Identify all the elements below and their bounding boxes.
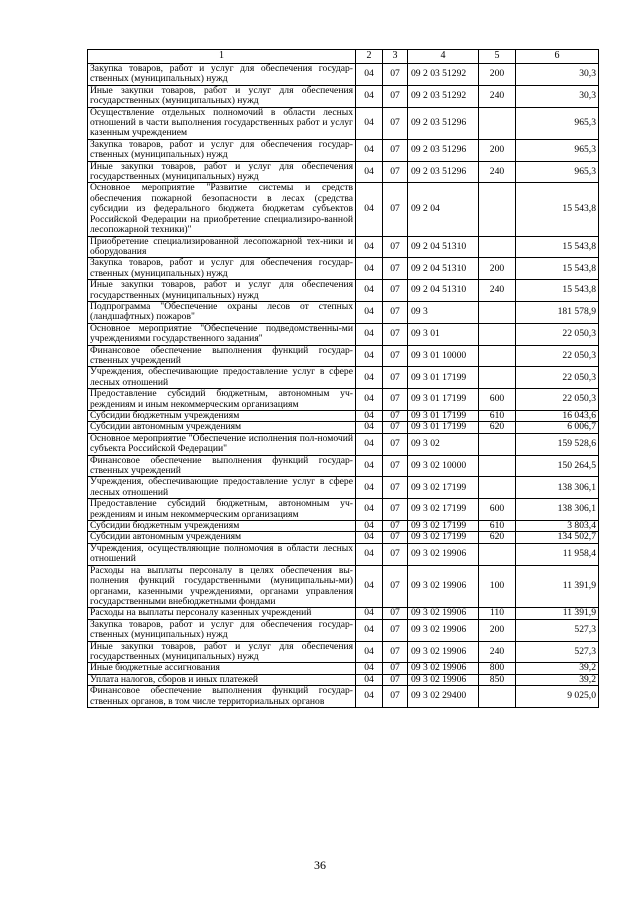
cell-name: Учреждения, обеспечивающие предоставление услуг в сфере лесных отношений	[88, 367, 356, 389]
cell-section: 04	[356, 641, 383, 663]
cell-target-code: 09 3	[408, 301, 479, 323]
cell-name: Закупка товаров, работ и услуг для обеспечения государ-ственных (муниципальных) нужд	[88, 64, 356, 86]
table-row	[88, 301, 599, 323]
cell-subsection: 07	[383, 455, 408, 477]
cell-subsection: 07	[383, 85, 408, 107]
header-cell-section: 2	[356, 50, 383, 64]
cell-target-code: 09 3 02 19906	[408, 608, 479, 619]
cell-section: 04	[356, 183, 383, 236]
cell-expense-type: 100	[479, 565, 516, 608]
table-row	[88, 236, 599, 258]
cell-section: 04	[356, 367, 383, 389]
cell-expense-type: 200	[479, 64, 516, 86]
cell-subsection: 07	[383, 389, 408, 411]
cell-amount: 965,3	[516, 161, 599, 183]
cell-name: Основное мероприятие "Развитие системы и средств обеспечения пожарной безопасности в лесах (средства субсидии из федерального бюджета бюджетам субъектов Российской Федерации на приобретение специализиро-ванной лесопожарной техники)"	[88, 183, 356, 236]
cell-amount: 39,2	[516, 663, 599, 674]
cell-name: Основное мероприятие "Обеспечение исполнения пол-номочий субъекта Российской Федерации"	[88, 433, 356, 455]
cell-amount: 965,3	[516, 139, 599, 161]
cell-subsection: 07	[383, 64, 408, 86]
cell-subsection: 07	[383, 367, 408, 389]
cell-section: 04	[356, 64, 383, 86]
cell-amount: 15 543,8	[516, 236, 599, 258]
table-row	[88, 258, 599, 280]
cell-expense-type: 850	[479, 674, 516, 685]
cell-subsection: 07	[383, 107, 408, 139]
cell-section: 04	[356, 345, 383, 367]
cell-amount: 11 391,9	[516, 608, 599, 619]
cell-name: Учреждения, обеспечивающие предоставление услуг в сфере лесных отношений	[88, 477, 356, 499]
cell-name: Субсидии автономным учреждениям	[88, 532, 356, 543]
cell-target-code: 09 3 02 19906	[408, 641, 479, 663]
cell-subsection: 07	[383, 499, 408, 521]
cell-name: Иные закупки товаров, работ и услуг для обеспечения государственных (муниципальных) нужд	[88, 641, 356, 663]
cell-amount: 11 958,4	[516, 543, 599, 565]
cell-expense-type: 600	[479, 499, 516, 521]
table-row	[88, 565, 599, 608]
table-row	[88, 85, 599, 107]
table-row	[88, 422, 599, 433]
cell-amount: 138 306,1	[516, 499, 599, 521]
cell-target-code: 09 3 01 17199	[408, 411, 479, 422]
table-row	[88, 433, 599, 455]
budget-table	[87, 49, 599, 708]
cell-subsection: 07	[383, 674, 408, 685]
cell-amount: 150 264,5	[516, 455, 599, 477]
cell-section: 04	[356, 608, 383, 619]
cell-subsection: 07	[383, 323, 408, 345]
cell-subsection: 07	[383, 422, 408, 433]
cell-expense-type: 800	[479, 663, 516, 674]
cell-expense-type: 240	[479, 280, 516, 302]
cell-expense-type	[479, 301, 516, 323]
table-row	[88, 641, 599, 663]
cell-subsection: 07	[383, 236, 408, 258]
cell-subsection: 07	[383, 663, 408, 674]
cell-name: Закупка товаров, работ и услуг для обеспечения государ-ственных (муниципальных) нужд	[88, 139, 356, 161]
header-cell-target-code: 4	[408, 50, 479, 64]
cell-amount: 3 803,4	[516, 521, 599, 532]
cell-target-code: 09 3 02 17199	[408, 532, 479, 543]
cell-target-code: 09 3 02 19906	[408, 565, 479, 608]
cell-subsection: 07	[383, 543, 408, 565]
cell-amount: 39,2	[516, 674, 599, 685]
table-row	[88, 499, 599, 521]
cell-section: 04	[356, 565, 383, 608]
cell-amount: 181 578,9	[516, 301, 599, 323]
cell-name: Расходы на выплаты персоналу казенных учреждений	[88, 608, 356, 619]
header-cell-expense-type: 5	[479, 50, 516, 64]
cell-name: Иные бюджетные ассигнования	[88, 663, 356, 674]
cell-target-code: 09 2 04 51310	[408, 280, 479, 302]
cell-expense-type	[479, 236, 516, 258]
table-row	[88, 532, 599, 543]
cell-expense-type	[479, 367, 516, 389]
cell-section: 04	[356, 107, 383, 139]
cell-amount: 527,3	[516, 641, 599, 663]
cell-section: 04	[356, 280, 383, 302]
cell-section: 04	[356, 455, 383, 477]
cell-name: Уплата налогов, сборов и иных платежей	[88, 674, 356, 685]
cell-subsection: 07	[383, 301, 408, 323]
table-row	[88, 674, 599, 685]
cell-expense-type	[479, 323, 516, 345]
cell-amount: 527,3	[516, 619, 599, 641]
cell-name: Финансовое обеспечение выполнения функций государ-ственных учреждений	[88, 455, 356, 477]
cell-name: Иные закупки товаров, работ и услуг для обеспечения государственных (муниципальных) нужд	[88, 161, 356, 183]
cell-subsection: 07	[383, 608, 408, 619]
table-row	[88, 389, 599, 411]
cell-section: 04	[356, 323, 383, 345]
cell-amount: 16 043,6	[516, 411, 599, 422]
cell-expense-type	[479, 543, 516, 565]
cell-amount: 22 050,3	[516, 367, 599, 389]
cell-section: 04	[356, 139, 383, 161]
cell-subsection: 07	[383, 619, 408, 641]
cell-expense-type	[479, 433, 516, 455]
cell-subsection: 07	[383, 183, 408, 236]
cell-subsection: 07	[383, 565, 408, 608]
cell-expense-type: 610	[479, 411, 516, 422]
cell-section: 04	[356, 532, 383, 543]
cell-name: Закупка товаров, работ и услуг для обеспечения государ-ственных (муниципальных) нужд	[88, 258, 356, 280]
cell-section: 04	[356, 389, 383, 411]
cell-target-code: 09 2 03 51292	[408, 85, 479, 107]
cell-section: 04	[356, 543, 383, 565]
cell-name: Субсидии бюджетным учреждениям	[88, 521, 356, 532]
cell-amount: 30,3	[516, 64, 599, 86]
cell-expense-type	[479, 107, 516, 139]
cell-expense-type: 240	[479, 85, 516, 107]
cell-amount: 159 528,6	[516, 433, 599, 455]
cell-target-code: 09 3 02 10000	[408, 455, 479, 477]
cell-amount: 22 050,3	[516, 345, 599, 367]
table-body	[88, 50, 599, 708]
table-row	[88, 521, 599, 532]
cell-amount: 134 502,7	[516, 532, 599, 543]
cell-amount: 138 306,1	[516, 477, 599, 499]
cell-subsection: 07	[383, 433, 408, 455]
table-row	[88, 477, 599, 499]
cell-subsection: 07	[383, 411, 408, 422]
cell-name: Подпрограмма "Обеспечение охраны лесов от степных (ландшафтных) пожаров"	[88, 301, 356, 323]
cell-name: Субсидии бюджетным учреждениям	[88, 411, 356, 422]
cell-target-code: 09 3 02	[408, 433, 479, 455]
cell-target-code: 09 2 03 51296	[408, 139, 479, 161]
cell-amount: 22 050,3	[516, 389, 599, 411]
cell-section: 04	[356, 411, 383, 422]
page-number: 36	[314, 858, 326, 872]
cell-target-code: 09 3 02 29400	[408, 686, 479, 708]
cell-subsection: 07	[383, 477, 408, 499]
cell-target-code: 09 2 03 51292	[408, 64, 479, 86]
cell-subsection: 07	[383, 139, 408, 161]
table-row	[88, 543, 599, 565]
cell-name: Финансовое обеспечение выполнения функций государ-ственных органов, в том числе территориальных органов	[88, 686, 356, 708]
table-row	[88, 323, 599, 345]
cell-name: Иные закупки товаров, работ и услуг для обеспечения государственных (муниципальных) нужд	[88, 85, 356, 107]
table-row	[88, 411, 599, 422]
cell-subsection: 07	[383, 258, 408, 280]
cell-section: 04	[356, 236, 383, 258]
cell-expense-type: 110	[479, 608, 516, 619]
cell-section: 04	[356, 521, 383, 532]
cell-section: 04	[356, 258, 383, 280]
table-row	[88, 367, 599, 389]
table-row	[88, 663, 599, 674]
cell-section: 04	[356, 301, 383, 323]
cell-target-code: 09 3 02 19906	[408, 619, 479, 641]
cell-target-code: 09 2 03 51296	[408, 107, 479, 139]
cell-subsection: 07	[383, 532, 408, 543]
cell-expense-type: 620	[479, 532, 516, 543]
table-row	[88, 64, 599, 86]
header-row	[88, 50, 599, 64]
cell-section: 04	[356, 663, 383, 674]
cell-target-code: 09 3 01 17199	[408, 422, 479, 433]
cell-target-code: 09 3 02 17199	[408, 499, 479, 521]
cell-target-code: 09 3 01 17199	[408, 367, 479, 389]
table-row	[88, 139, 599, 161]
cell-subsection: 07	[383, 686, 408, 708]
cell-target-code: 09 3 02 17199	[408, 521, 479, 532]
cell-name: Приобретение специализированной лесопожарной тех-ники и оборудования	[88, 236, 356, 258]
cell-target-code: 09 3 02 19906	[408, 543, 479, 565]
cell-section: 04	[356, 433, 383, 455]
cell-name: Расходы на выплаты персоналу в целях обеспечения вы-полнения функций государственными (муниципальны-ми) органами, казенными учреждениями, органами управления государственными внебюджетными фондами	[88, 565, 356, 608]
cell-name: Основное мероприятие "Обеспечение подведомственны-ми учреждениями государственного задания"	[88, 323, 356, 345]
cell-target-code: 09 3 02 17199	[408, 477, 479, 499]
cell-amount: 15 543,8	[516, 183, 599, 236]
cell-amount: 15 543,8	[516, 280, 599, 302]
cell-section: 04	[356, 674, 383, 685]
table-row	[88, 280, 599, 302]
cell-expense-type: 200	[479, 619, 516, 641]
cell-target-code: 09 2 04	[408, 183, 479, 236]
cell-target-code: 09 3 02 19906	[408, 674, 479, 685]
cell-target-code: 09 2 04 51310	[408, 258, 479, 280]
table-row	[88, 161, 599, 183]
cell-expense-type	[479, 686, 516, 708]
cell-expense-type	[479, 183, 516, 236]
cell-amount: 15 543,8	[516, 258, 599, 280]
cell-target-code: 09 3 01 10000	[408, 345, 479, 367]
cell-target-code: 09 3 01 17199	[408, 389, 479, 411]
cell-section: 04	[356, 85, 383, 107]
cell-subsection: 07	[383, 641, 408, 663]
header-cell-subsection: 3	[383, 50, 408, 64]
cell-subsection: 07	[383, 345, 408, 367]
cell-expense-type	[479, 477, 516, 499]
cell-expense-type: 620	[479, 422, 516, 433]
cell-name: Предоставление субсидий бюджетным, автономным уч-реждениям и иным некоммерческим организациям	[88, 389, 356, 411]
cell-section: 04	[356, 619, 383, 641]
table-row	[88, 686, 599, 708]
header-cell-amount: 6	[516, 50, 599, 64]
cell-section: 04	[356, 477, 383, 499]
table-row	[88, 107, 599, 139]
cell-name: Финансовое обеспечение выполнения функций государ-ственных учреждений	[88, 345, 356, 367]
cell-amount: 6 006,7	[516, 422, 599, 433]
cell-expense-type: 200	[479, 258, 516, 280]
cell-subsection: 07	[383, 280, 408, 302]
table-row	[88, 183, 599, 236]
cell-expense-type	[479, 345, 516, 367]
cell-expense-type: 610	[479, 521, 516, 532]
cell-section: 04	[356, 422, 383, 433]
cell-target-code: 09 3 02 19906	[408, 663, 479, 674]
cell-name: Предоставление субсидий бюджетным, автономным уч-реждениям и иным некоммерческим организациям	[88, 499, 356, 521]
cell-name: Иные закупки товаров, работ и услуг для обеспечения государственных (муниципальных) нужд	[88, 280, 356, 302]
cell-expense-type: 240	[479, 641, 516, 663]
table-row	[88, 345, 599, 367]
cell-section: 04	[356, 686, 383, 708]
cell-name: Осуществление отдельных полномочий в области лесных отношений в части выполнения государственных работ и услуг казенным учреждением	[88, 107, 356, 139]
cell-target-code: 09 3 01	[408, 323, 479, 345]
cell-section: 04	[356, 161, 383, 183]
cell-target-code: 09 2 03 51296	[408, 161, 479, 183]
cell-amount: 22 050,3	[516, 323, 599, 345]
cell-amount: 9 025,0	[516, 686, 599, 708]
cell-expense-type: 600	[479, 389, 516, 411]
cell-amount: 30,3	[516, 85, 599, 107]
cell-amount: 11 391,9	[516, 565, 599, 608]
cell-expense-type: 200	[479, 139, 516, 161]
cell-target-code: 09 2 04 51310	[408, 236, 479, 258]
table-row	[88, 608, 599, 619]
cell-name: Закупка товаров, работ и услуг для обеспечения государ-ственных (муниципальных) нужд	[88, 619, 356, 641]
cell-name: Субсидии автономным учреждениям	[88, 422, 356, 433]
cell-name: Учреждения, осуществляющие полномочия в области лесных отношений	[88, 543, 356, 565]
cell-section: 04	[356, 499, 383, 521]
cell-subsection: 07	[383, 161, 408, 183]
cell-expense-type	[479, 455, 516, 477]
cell-expense-type: 240	[479, 161, 516, 183]
cell-subsection: 07	[383, 521, 408, 532]
header-cell-name: 1	[88, 50, 356, 64]
table-row	[88, 619, 599, 641]
cell-amount: 965,3	[516, 107, 599, 139]
table-row	[88, 455, 599, 477]
